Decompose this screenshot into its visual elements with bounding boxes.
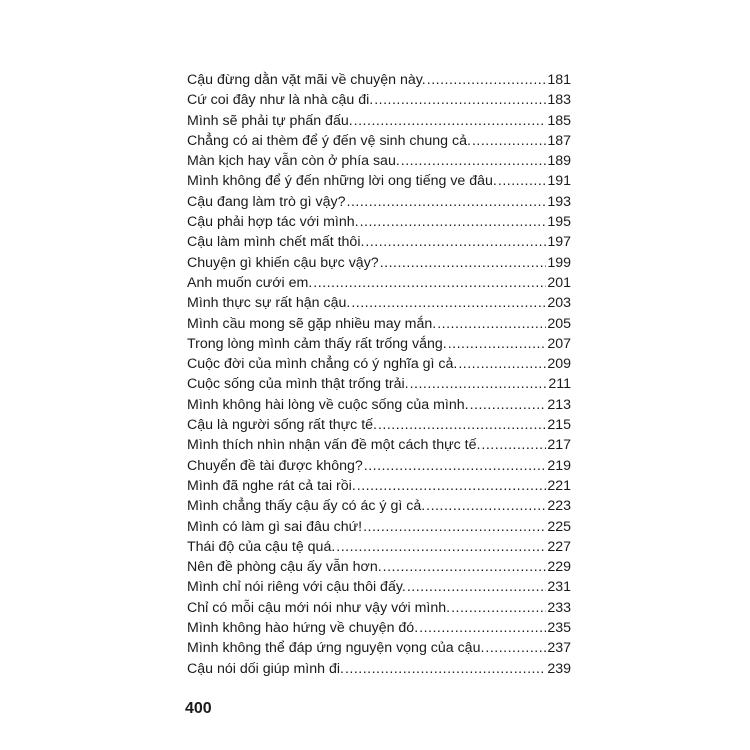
toc-leader-dots	[458, 354, 546, 374]
toc-entry	[187, 212, 571, 232]
toc-entry-title: Mình không hài lòng về cuộc sống của mình.	[187, 396, 469, 413]
toc-entry-page: 185	[547, 112, 571, 129]
toc-leader-dots	[347, 192, 547, 212]
toc-entry-page: 207	[547, 335, 571, 352]
toc-leader-dots	[364, 456, 547, 476]
page-number: 400	[185, 700, 212, 717]
toc-leader-dots	[407, 577, 547, 597]
toc-leader-dots	[481, 435, 546, 455]
toc-entry	[187, 517, 571, 537]
toc-entry-title: Nên đề phòng cậu ấy vẫn hơn.	[187, 559, 382, 576]
toc-entry-page: 239	[547, 660, 571, 677]
toc-entry-title: Mình thực sự rất hận cậu.	[187, 295, 351, 312]
toc-entry	[187, 354, 571, 374]
toc-entry-page: 203	[547, 295, 571, 312]
toc-entry	[187, 70, 571, 90]
toc-entry-title: Mình sẽ phải tự phấn đấu.	[187, 112, 353, 129]
toc-entry-title: Chuyển đề tài được không?	[187, 457, 363, 474]
toc-entry-page: 199	[547, 254, 571, 271]
toc-entry-title: Chẳng có ai thèm để ý đến vệ sinh chung cả.	[187, 132, 471, 149]
toc-leader-dots	[351, 293, 546, 313]
toc-entry	[187, 90, 571, 110]
toc-leader-dots	[313, 273, 546, 293]
toc-entry	[187, 374, 571, 394]
toc-entry-title: Cậu đừng dằn vặt mãi về chuyện này.	[187, 72, 426, 88]
toc-entry	[187, 476, 571, 496]
toc-entry-title: Mình đã nghe rát cả tai rồi.	[187, 477, 356, 494]
toc-entry	[187, 598, 571, 618]
toc-leader-dots	[401, 151, 547, 171]
toc-entry-title: Chỉ có mỗi cậu mới nói như vậy với mình.	[187, 599, 451, 616]
toc-entry-title: Thái độ của cậu tệ quá.	[187, 538, 336, 555]
toc-entry-page: 227	[547, 538, 571, 555]
toc-entry-page: 235	[547, 620, 571, 637]
toc-entry-page: 191	[547, 173, 571, 190]
toc-entry	[187, 253, 571, 273]
toc-entry	[187, 293, 571, 313]
toc-entry-page: 209	[547, 356, 571, 373]
toc-entry-page: 193	[547, 193, 571, 210]
toc-entry-title: Trong lòng mình cảm thấy rất trống vắng.	[187, 335, 447, 352]
toc-entry	[187, 192, 571, 212]
toc-leader-dots	[365, 232, 546, 252]
toc-entry	[187, 171, 571, 191]
toc-entry-page: 231	[547, 579, 571, 596]
toc-entry-page: 233	[547, 599, 571, 616]
toc-entry-title: Cuộc đời của mình chẳng có ý nghĩa gì cả.	[187, 356, 458, 373]
toc-entry	[187, 273, 571, 293]
toc-entry-page: 211	[548, 376, 571, 393]
toc-entry-title: Mình chỉ nói riêng với cậu thôi đấy.	[187, 579, 406, 596]
toc-entry	[187, 577, 571, 597]
toc-entry	[187, 314, 571, 334]
toc-entry-page: 229	[547, 559, 571, 576]
toc-entry-page: 181	[547, 72, 571, 88]
toc-entry-title: Mình có làm gì sai đâu chứ!	[187, 518, 363, 535]
toc-entry-page: 237	[547, 640, 571, 657]
toc-entry-page: 195	[547, 214, 571, 231]
toc-entry	[187, 415, 571, 435]
toc-entry-title: Mình cầu mong sẽ gặp nhiều may mắn.	[187, 315, 437, 332]
toc-leader-dots	[498, 171, 546, 191]
toc-leader-dots	[383, 557, 547, 577]
toc-entry-title: Màn kịch hay vẫn còn ở phía sau.	[187, 153, 400, 170]
toc-entry-page: 217	[547, 437, 571, 454]
toc-entry	[187, 537, 571, 557]
toc-entry-page: 183	[547, 92, 571, 109]
toc-entry-page: 223	[547, 498, 571, 515]
toc-leader-dots	[360, 212, 547, 232]
toc-entry	[187, 131, 571, 151]
toc-entry-title: Cứ coi đây như là nhà cậu đi.	[187, 92, 374, 109]
toc-entry	[187, 618, 571, 638]
toc-leader-dots	[410, 374, 548, 394]
toc-entry-page: 197	[547, 234, 571, 251]
toc-leader-dots	[437, 314, 546, 334]
toc-entry-title: Anh muốn cưới em.	[187, 274, 313, 291]
table-of-contents	[187, 70, 571, 679]
toc-entry-title: Chuyện gì khiến cậu bực vậy?	[187, 254, 379, 271]
toc-entry-page: 213	[547, 396, 571, 413]
toc-entry-title: Mình không để ý đến những lời ong tiếng ve đâu.	[187, 173, 497, 190]
toc-leader-dots	[354, 111, 547, 131]
toc-leader-dots	[378, 415, 546, 435]
toc-entry-page: 201	[547, 274, 571, 291]
toc-leader-dots	[380, 253, 547, 273]
toc-leader-dots	[426, 496, 546, 516]
toc-entry-page: 215	[547, 417, 571, 434]
toc-entry-title: Cậu đang làm trò gì vậy?	[187, 193, 346, 210]
toc-leader-dots	[472, 131, 546, 151]
toc-leader-dots	[336, 537, 546, 557]
toc-entry	[187, 334, 571, 354]
toc-entry	[187, 395, 571, 415]
toc-leader-dots	[427, 70, 547, 90]
toc-entry	[187, 659, 571, 679]
toc-entry-title: Mình không hào hứng về chuyện đó.	[187, 620, 419, 637]
toc-leader-dots	[470, 395, 547, 415]
toc-entry-title: Mình chẳng thấy cậu ấy có ác ý gì cả.	[187, 498, 426, 515]
toc-leader-dots	[345, 659, 546, 679]
toc-entry-title: Cậu phải hợp tác với mình.	[187, 214, 359, 231]
toc-leader-dots	[419, 618, 546, 638]
toc-entry-page: 221	[547, 477, 571, 494]
toc-entry-title: Cậu nói dối giúp mình đi.	[187, 660, 344, 677]
toc-leader-dots	[363, 517, 546, 537]
toc-leader-dots	[357, 476, 547, 496]
toc-entry	[187, 151, 571, 171]
toc-leader-dots	[374, 90, 546, 110]
toc-entry	[187, 496, 571, 516]
toc-entry-page: 225	[547, 518, 571, 535]
toc-entry	[187, 638, 571, 658]
toc-entry-title: Cuộc sống của mình thật trống trải.	[187, 376, 409, 393]
toc-entry-page: 189	[547, 153, 571, 170]
toc-leader-dots	[448, 334, 547, 354]
toc-entry-page: 187	[547, 132, 571, 149]
toc-entry	[187, 557, 571, 577]
toc-entry	[187, 435, 571, 455]
toc-entry-page: 219	[547, 457, 571, 474]
toc-entry-title: Cậu làm mình chết mất thôi.	[187, 234, 365, 251]
toc-entry-page: 205	[547, 315, 571, 332]
toc-entry-title: Cậu là người sống rất thực tế.	[187, 417, 377, 434]
toc-entry-title: Mình thích nhìn nhận vấn đề một cách thực tế.	[187, 437, 481, 454]
toc-entry-title: Mình không thể đáp ứng nguyện vọng của cậu.	[187, 640, 485, 657]
toc-leader-dots	[485, 638, 546, 658]
toc-leader-dots	[451, 598, 546, 618]
toc-entry	[187, 456, 571, 476]
toc-entry	[187, 232, 571, 252]
toc-entry	[187, 111, 571, 131]
